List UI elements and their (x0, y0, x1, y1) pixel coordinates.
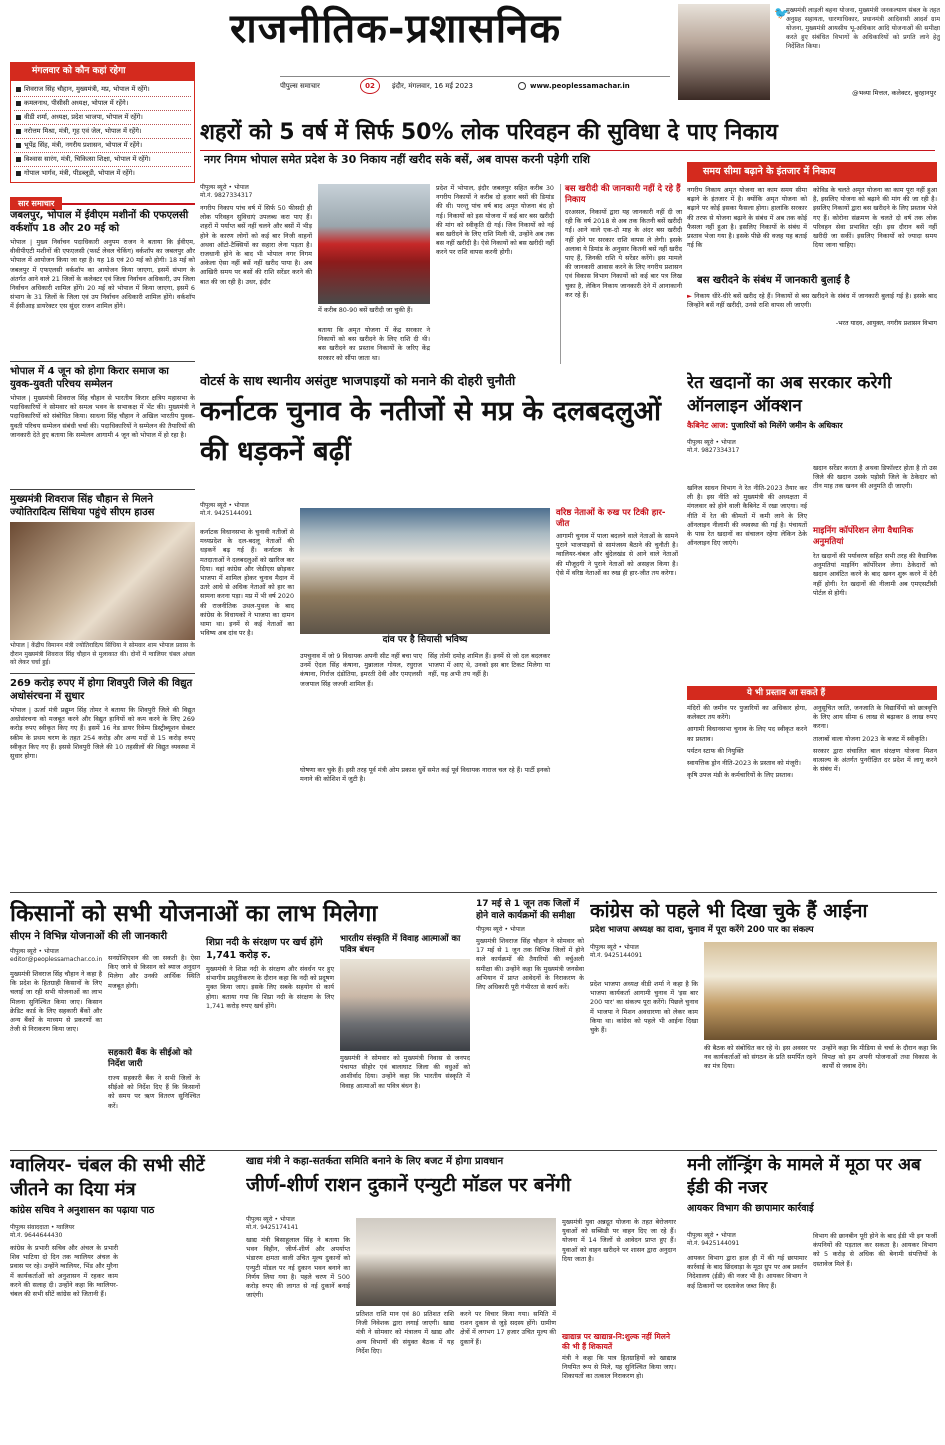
farmers-subhead2: सहकारी बैंक के सीईओ को निर्देश जारी (108, 1048, 192, 1069)
globe-icon (518, 82, 526, 90)
ration-headline: जीर्ण-शीर्ण राशन दुकानें एन्युटी मॉडल पर बनेंगी (246, 1174, 571, 1196)
culture-story (340, 934, 470, 1146)
sand-body1: खनिज साधन विभाग ने रेत नीति-2023 तैयार कर ली है। इस नीति को मुख्यमंत्री की अध्यक्षता में मंगलवार को होने वाली कैबिनेट में रखा जाएगा। नई नीति में रेत की कीमतों में कमी लाने के लिए ऑनलाइन नीलामी की व्यवस्था की गई है। पंचायतों के पास रेत खदानों का संचालन रहेगा लेकिन ठेके ऑनलाइन दिए जाएंगे। (687, 484, 807, 548)
congress-subhead: प्रदेश भाजपा अध्यक्ष का दावा, चुनाव में पूरा करेंगे 200 पार का संकल्प (590, 925, 814, 935)
farmers-headline: किसानों को सभी योजनाओं का लाभ मिलेगा (10, 901, 378, 927)
ration-body1: खाद्य मंत्री बिसाहूलाल सिंह ने बताया कि भवन विहीन, जीर्ण-शीर्ण और अपर्याप्त भंडारण क्षमता वाली उचित मूल्य दुकानों को एन्युटी मॉडल पर नई दुकान भवन बनाने का निर्णय लिया गया है। पहले चरण में 500 करोड़ रुपए की लागत से नई दुकानें बनाई जाएंगी। (246, 1236, 350, 1300)
farmers-body2: सनग्रोशिएशन की जा सकती है। ऐसा किए जाने से किसान को ब्याज अनुदान मिलेगा और उनकी आर्थिक स्थिति मजबूत होगी। (108, 954, 200, 990)
schedule-title: मंगलवार को कौन कहां रहेगा (10, 62, 195, 80)
review-headline: 17 मई से 1 जून तक जिलों में होने वाले कार्यक्रमों की समीक्षा (476, 899, 580, 921)
divider (10, 1150, 937, 1151)
proposal-item: पर्यटन स्टाफ की नियुक्ति (687, 746, 744, 755)
ed-body2: विभाग की छानबीन पूरी होने के बाद ईडी भी इन फर्जी कंपनियों की पड़ताल कर सकता है। आयकर विभाग को 5 करोड़ से अधिक की बेनामी संपत्तियों के दस्तावेज मिले हैं। (813, 1232, 937, 1268)
ed-headline: मनी लॉन्ड्रिंग के मामले में मूठा पर अब ईडी की नजर (687, 1155, 921, 1198)
culture-body: मुख्यमंत्री ने सोमवार को मुख्यमंत्री निवास से जनपद पंचायत सीहोर एवं बालाघाट जिला की वधुओं को आशीर्वाद दिया। उन्होंने कहा कि भारतीय संस्कृति में विवाह आत्माओं का पवित्र बंधन है। (340, 1054, 470, 1090)
review-story (476, 898, 584, 1146)
bjp-meeting-photo (704, 942, 937, 1040)
ed-subhead: आयकर विभाग की छापामार कार्रवाई (687, 1203, 814, 1214)
schedule-item: वीडी शर्मा, अध्यक्ष, प्रदेश भाजपा, भोपाल में रहेंगे। (14, 111, 191, 125)
website[interactable]: www.peoplessamachar.in (530, 82, 630, 90)
ed-body1: आयकर विभाग द्वारा हाल ही में की गई छापामार कार्रवाई के बाद छिंदवाड़ा के मूठा ग्रुप पर अब प्रवर्तन निदेशालय (ईडी) की नजर भी है। आयकर विभाग ने कई ठिकानों पर दस्तावेज जब्त किए हैं। (687, 1254, 807, 1290)
karnataka-kicker: वोटर्स के साथ स्थानीय असंतुष्ट भाजपाइयों को मनाने की दोहरी चुनौती (200, 373, 516, 388)
saar-item2-body: भोपाल | मुख्यमंत्री शिवराज सिंह चौहान से भारतीय किरार क्षत्रिय महासभा के पदाधिकारियों ने सोमवार को समत्व भवन के सभाकक्ष में भेंट की। मुख्यमंत्री ने पदाधिकारियों को संबोधित किया। साधना सिंह चौहान ने अखिल भारतीय युवक-युवती परिचय सम्मेलन संबंधी चर्चा की। पदाधिकारियों ने सम्मेलन की तैयारियों की जानकारी देते हुए बताया कि सम्मेलन आगामी 4 जून को भोपाल में हो रहा है। (10, 394, 195, 439)
sand-body3: रेत खदानों की पर्यावरण सहित सभी तरह की वैधानिक अनुमतियां माइनिंग कॉर्पोरेशन लेगा। ठेकेदारों को खदान आवंटित करने के बाद खनन शुरू करने में देरी नहीं होगी। रेत खदानों की नीलामी अब एमएसटीसी पोर्टल से होगी। (813, 552, 937, 597)
deadline-box (687, 162, 937, 372)
karnataka-byline: पीपुल्स ब्यूरो • भोपाल मो.नं. 9425144091 (200, 502, 253, 517)
congress-body2: की बैठक को संबोधित कर रहे थे। इस अवसर पर नव कार्यकर्ताओं को संगठन के प्रति समर्पित रहने का मंत्र दिया। (704, 1044, 816, 1071)
proposal-item: कृषि उपज मंडी के कर्मचारियों के लिए प्रस्ताव। (687, 771, 794, 780)
bus-photo-caption: में करीब 80-90 बसें खरीदी जा चुकी हैं। (318, 306, 413, 314)
shipra-story (206, 936, 334, 1146)
ration-body3: करने पर विचार किया गया। समिति में राशन दुकान से जुड़े सदस्य होंगे। ग्रामीण क्षेत्रों में लगभग 17 हजार उचित मूल्य की दुकानें हैं। (460, 1310, 556, 1346)
saar-item2-head: भोपाल में 4 जून को होगा किरार समाज का युवक-युवती परिचय सम्मेलन (10, 366, 169, 390)
gwalior-story (10, 1154, 238, 1440)
farmers-subhead: सीएम ने विभिन्न योजनाओं की ली जानकारी (10, 931, 168, 942)
proposal-item: स्वायत्तिक ड्रोन नीति-2023 के प्रस्ताव को मंजूरी। (687, 759, 801, 768)
proposal-item: तालाबों वाला योजना 2023 के बजट में स्वीकृति। (813, 734, 928, 743)
collector-photo (678, 4, 770, 100)
youth-body: मुख्यमंत्री युवा अन्नदूत योजना के तहत बेरोजगार युवाओं को सब्सिडी पर वाहन दिए जा रहे हैं। योजना में 14 जिलों से आवेदन प्राप्त हुए हैं। युवाओं को वाहन खरीदने पर शासन द्वारा अनुदान दिया जाता है। (562, 1218, 676, 1263)
lead-subhead: नगर निगम भोपाल समेत प्रदेश के 30 निकाय नहीं खरीद सके बसें, अब वापस करनी पड़ेगी राशि (204, 153, 591, 166)
twitter-bird-icon: 🐦 (774, 6, 789, 20)
youth-subhead: खाद्यान्न पर खाद्यान्न-नि:शुल्क नहीं मिलने की भी हैं शिकायतें (562, 1332, 671, 1351)
proposal-item: आगामी विधानसभा चुनाव के लिए पद स्वीकृत करने का प्रस्ताव। (687, 725, 807, 743)
karnataka-photo-caption: दांव पर है सियासी भविष्य (382, 635, 468, 645)
schedule-item: विश्वास सारंग, मंत्री, चिकित्सा शिक्षा, भोपाल में रहेंगे। (14, 153, 191, 167)
saar-item4-head: 269 करोड़ रुपए में होगा शिवपुरी जिले की विद्युत अधोसंरचना में सुधार (10, 678, 193, 702)
karnataka-body2: उपचुनाव में जो 9 विधायक अपनी सीट नहीं बचा पाए उनमें ऐदल सिंह कंषाना, मुन्नालाल गोयल, रघुराज कंषाना, गिर्राज दंडोतिया, इमरती देवी और एमएलसी जजपाल सिंह जज्जी शामिल हैं। (300, 652, 422, 688)
left-column (10, 62, 195, 927)
sand-subhead: माइनिंग कॉर्पोरेशन लेगा वैधानिक अनुमतियां (813, 526, 914, 547)
deadline-body1: नगरीय निकाय अमृत योजना का काम समय सीमा बढ़ाने के इंतजार में है। क्योंकि अमृत योजना को बढ़ाने पर कोई इसका फैसला होगा। हालांकि सरकार की तरफ से योजना बढ़ाने के संबंध में अब तक कोई फैसला नहीं हुआ है। इसलिए निकायों के संबंध में प्रस्ताव भेजा गया है। इसके पीछे की वजह यह बताई गई कि (687, 186, 807, 250)
shipra-body: मुख्यमंत्री ने शिप्रा नदी के संरक्षण और संवर्धन पर हुए संभागीय प्रस्तुतीकरण के दौरान कहा कि नदी को प्रदूषण मुक्त किया जाए। इसके लिए सबके सहयोग से कार्य होगा। बताया गया कि शिप्रा नदी के संरक्षण के लिए 1,741 करोड़ रुपए खर्च होंगे। (206, 965, 334, 1010)
sand-headline: रेत खदानों का अब सरकार करेगी ऑनलाइन ऑक्शन (687, 373, 892, 416)
ration-meeting-photo (356, 1218, 556, 1306)
youth-body2: मंत्री ने कहा कि पात्र हितग्राहियों को खाद्यान्न नियमित रूप से मिले, यह सुनिश्चित किया जाए। शिकायतों का तत्काल निराकरण हो। (562, 1354, 676, 1381)
tweet-text: मुख्यमंत्री लाड़ली बहना योजना, मुख्यमंत्री जनकल्याण संबल के तहत अनुग्रह सहायता, धारणाधिकार, प्रधानमंत्री आदिवासी आदर्श ग्राम योजना, मुख्यमंत्री आयसीय भू-अधिकार आदि योजनाओं की समीक्षा करते हुए संबंधित विभागों के अधिकारियों को प्रगति लाने हेतु निर्देशित किया। (786, 7, 940, 50)
paper-name: पीपुल्स समाचार (280, 82, 320, 90)
tweet-box (678, 4, 940, 100)
shipra-headline: शिप्रा नदी के संरक्षण पर खर्च होंगे 1,741 करोड़ रु. (206, 937, 323, 961)
review-body: मुख्यमंत्री शिवराज सिंह चौहान ने सोमवार को 17 मई से 1 जून तक विभिन्न जिलों में होने वाले कार्यक्रमों की तैयारियों की वर्चुअली समीक्षा की। उन्होंने कहा कि मुख्यमंत्री जनसेवा अभियान में प्राप्त आवेदनों के निराकरण के लिए अधिकारी पूरी गंभीरता से कार्य करें। (476, 937, 584, 992)
divider (10, 892, 937, 893)
deadline-bold-line: बस खरीदने के संबंध में जानकारी बुलाई है (697, 275, 850, 286)
bjp-office-photo (300, 508, 550, 634)
saar-item3-head: मुख्यमंत्री शिवराज सिंह चौहान से मिलने ज्योतिरादित्य सिंधिया पहुंचे सीएम हाउस (10, 494, 155, 518)
karnataka-body3: सिंह तोमी दमोह शामिल हैं। इनमें से जो दल बदलकर भाजपा में आए थे, उनको इस बार टिकट मिलेगा या नहीं, यह अभी तय नहीं है। (428, 652, 550, 679)
culture-headline: भारतीय संस्कृति में विवाह आत्माओं का पवित्र बंधन (340, 934, 461, 955)
karnataka-sidebar (556, 508, 678, 868)
gwalior-subhead: कांग्रेस सचिव ने अनुशासन का पढ़ाया पाठ (10, 1205, 155, 1216)
quote-arrow-icon: ► (687, 292, 692, 300)
schedule-item: गोपाल भार्गव, मंत्री, पीडब्लूडी, भोपाल में रहेंगे। (14, 167, 191, 180)
page-number: 02 (360, 78, 380, 94)
deadline-title: समय सीमा बढ़ाने के इंतजार में निकाय (687, 162, 937, 182)
farmers-byline: पीपुल्स ब्यूरो • भोपाल editor@peoplessamachar.co.in (10, 948, 103, 963)
farmers-body3: राज्य सहकारी बैंक ने सभी जिलों के सीईओ को निर्देश दिए हैं कि किसानों को समय पर ऋण वितरण सुनिश्चित करें। (108, 1074, 200, 1110)
tweet-author: @भव्या मित्तल, कलेक्टर, बुरहानपुर (852, 89, 936, 97)
karnataka-side-body: आगामी चुनाव में पाला बदलने वाले नेताओं के सामने पुराने भाजपाइयों से सामंजस्य बैठाने की चुनौती है। ग्वालियर-चंबल और बुंदेलखंड से आने वाले नेताओं की मौजूदगी ने पुराने नेताओं को असहज किया है। ऐसे में वरिष्ठ नेताओं का रुख ही हार-जीत तय करेगा। (556, 532, 678, 577)
sand-byline: पीपुल्स ब्यूरो • भोपाल मो.नं. 9827334317 (687, 439, 740, 454)
schedule-item: नरोत्तम मिश्रा, मंत्री, गृह एवं जेल, भोपाल में रहेंगे। (14, 125, 191, 139)
proposal-item: मंदिरों की जमीन पर पुजारियों का अधिकार होगा, कलेक्टर तय करेंगे। (687, 704, 807, 722)
karnataka-side-head: वरिष्ठ नेताओं के रुख पर टिकी हार-जीत (556, 508, 666, 529)
karnataka-body4: घोषणा कर चुके हैं। इसी तरह पूर्व मंत्री ओम प्रकाश धुर्वे समेत कई पूर्व विधायक नाराज चल रहे हैं। पार्टी इनको मनाने की कोशिश में जुटी है। (300, 766, 550, 784)
schedule-item: भूपेंद्र सिंह, मंत्री, नगरीय प्रशासन, भोपाल में रहेंगे। (14, 139, 191, 153)
lead-headline: शहरों को 5 वर्ष में सिर्फ 50% लोक परिवहन की सुविधा दे पाए निकाय (200, 120, 778, 145)
date-strip (280, 76, 670, 94)
schedule-item: कमलनाथ, पीसीसी अध्यक्ष, भोपाल में रहेंगे। (14, 97, 191, 111)
congress-story (590, 898, 937, 1146)
karnataka-headline: कर्नाटक चुनाव के नतीजों से मप्र के दलबदलुओं की धड़कनें बढ़ीं (200, 396, 661, 467)
lead-body3: प्रदेश में भोपाल, इंदौर जबलपुर सहित करीब 30 नगरीय निकायों ने करीब दो हजार बसों की डिमांड की थी। परन्तु पांच वर्ष बाद अमृत योजना बंद हो गई। निकायों को इस योजना में कई बार बस खरीदी की मांग को स्वीकृति दी गई। जिन निकायों को नई बस खरीदने के लिए राशि मिली थी, उन्होंने अब तक बस नहीं खरीदी है। ऐसे निकायों को बस खरीदी नहीं करने पर राशि वापस करनी होगी। (436, 184, 554, 257)
bus-photo (318, 184, 430, 304)
saar-item1-head: जबलपुर, भोपाल में ईवीएम मशीनों की एफएलसी वर्कशॉप 18 और 20 मई को (10, 210, 189, 234)
ration-byline: पीपुल्स ब्यूरो • भोपाल मो.नं. 9425174141 (246, 1216, 299, 1231)
sand-body2: खदान सरेंडर करता है अथवा डिफॉल्टर होता है तो उस जिले की खदान उसके पड़ोसी जिले के ठेकेदार को तीन माह तक खनन की अनुमति दी जाएगी। (813, 464, 937, 491)
congress-byline: पीपुल्स ब्यूरो • भोपाल मो.नं. 9425144091 (590, 944, 643, 959)
lead-side-head: बस खरीदी की जानकारी नहीं दे रहे हैं निकाय (565, 184, 681, 205)
youth-sidebar (562, 1218, 676, 1438)
proposal-item: अनुसूचित जाति, जनजाति के विद्यार्थियों को छात्रवृत्ति के लिए आय सीमा 6 लाख से बढ़ाकर 8 लाख रुपए करना। (813, 704, 937, 731)
lead-sidebar (560, 184, 682, 364)
lead-byline: पीपुल्स ब्यूरो • भोपाल मो.नं. 9827334317 (200, 184, 253, 199)
dateline: इंदौर, मंगलवार, 16 मई 2023 (392, 82, 473, 90)
proposal-item: सरकार द्वारा संचालित बाल संरक्षण योजना मिशन वात्सल्य के अंतर्गत पुनरीक्षित दर प्रदेश में लागू करने के संबंध में। (813, 746, 937, 774)
gwalior-byline: पीपुल्स संवाददाता • ग्वालियर मो.नं. 9644644430 (10, 1224, 75, 1239)
deadline-body2: कोविड के चलते अमृत योजना का काम पूरा नहीं हुआ है, इसलिए योजना को बढ़ाने की मांग की जा रही है। इसलिए निकायों द्वारा बस खरीदने के लिए प्रस्ताव भेजे गए हैं। कोरोना संक्रमण के चलते दो वर्ष तक लोक परिवहन सेवा प्रभावित रही। इस दौरान बसें नहीं खरीदी जा सकीं। इसलिए निकायों को ज्यादा समय दिया जाना चाहिए। (813, 186, 937, 250)
farmers-story (10, 898, 470, 1146)
sand-story (687, 372, 937, 884)
congress-body1: प्रदेश भाजपा अध्यक्ष वीडी शर्मा ने कहा है कि भाजपा कार्यकर्ता आगामी चुनाव में 'इस बार 200 पार' का संकल्प पूरा करेंगे। पिछले चुनाव में भाजपा ने मिशन अवधारणा को लेकर काम किया था। कांग्रेस को पहले भी आईना दिखा चुके हैं। (590, 980, 698, 1035)
deadline-quote-by: -भरत यादव, आयुक्त, नगरीय प्रशासन विभाग (835, 320, 937, 327)
gwalior-body: कांग्रेस के प्रभारी सचिव और अंचल के प्रभारी शिव भाटिया दो दिन तक ग्वालियर अंचल के प्रवास पर रहे। उन्होंने ग्वालियर, भिंड और मुरैना में कार्यकर्ताओं को अनुशासन में रहकर काम करने की सलाह दी। उन्होंने कहा कि ग्वालियर-चंबल की सभी सीटें कांग्रेस को जितानी हैं। (10, 1244, 118, 1299)
scindia-meeting-photo (10, 522, 195, 640)
saar-item4-body: भोपाल | ऊर्जा मंत्री प्रद्युम्न सिंह तोमर ने बताया कि शिवपुरी जिले की विद्युत अधोसंरचना को मजबूत करने और विद्युत हानियों को कम करने के लिए 269 करोड़ रुपए स्वीकृत किए गए हैं। इसमें 16 नेड डायर रिवेम्प डिस्ट्रीब्यूशन सेक्टर स्कीम के प्रथम चरण के तहत 254 करोड़ और अन्य मदों से 15 करोड़ रुपए स्वीकृत किए गए हैं। इससे शिवपुरी जिले की 10 तहसीलों की विद्युत व्यवस्था में सुधार होगा। (10, 706, 195, 761)
section-title: राजनीतिक-प्रशासनिक (230, 6, 562, 52)
saar-item1-body: भोपाल | मुख्य निर्वाचन पदाधिकारी अनुपम राजन ने बताया कि ईवीएम, वीवीपीएटी मशीनों की एफएलसी (फर्स्ट लेवल चेकिंग) वर्कशॉप का जबलपुर और भोपाल में आयोजन किया जा रहा है। यह 18 एवं 20 मई को होगी। 18 मई को जबलपुर में एफएलसी वर्कशॉप का आयोजन किया जाएगा, इसमें संभाग के अंतर्गत आने वाले 21 जिलों के कलेक्टर एवं जिला निर्वाचन अधिकारी, उप जिला निर्वाचन अधिकारी शामिल होंगे। 20 मई को भोपाल में किया जाएगा, इसमें 6 संभाग के 31 जिलों के जिला एवं उप निर्वाचन अधिकारी शामिल होंगे। वर्कशॉप में ईसीआइ डायरेक्टर एस सुंदर राजन शामिल होंगे। (10, 238, 195, 311)
review-byline: पीपुल्स ब्यूरो • भोपाल (476, 926, 525, 933)
lead-side-body: दरअसल, निकायों द्वारा यह जानकारी नहीं दी जा रही कि वर्ष 2018 से अब तक कितनी बसें खरीदी गईं। आने वाले एक-दो माह के अंदर बस खरीदी नहीं होने पर सरकार राशि वापस ले लेगी। इसके अलावा ये डिमांड के अनुसार कितनी बसें नहीं खरीद पाए हैं, जिनकी राशि ये सरेंडर करेंगे। इस मामले की जानकारी आवास करने के लिए नगरीय प्रशासन एवं विकास विभाग निकायों को कई बार पत्र लिख चुका है, लेकिन निकाय जानकारी देने में आनाकानी कर रहे हैं। (565, 208, 682, 299)
lead-body1: नगरीय निकाय पांच वर्ष में सिर्फ 50 फीसदी ही लोक परिवहन सुविधाएं उपलब्ध करा पाए हैं। शहरों में पर्याप्त बसें नहीं चलने और बसों में भीड़ होने के कारण लोगों को कई बार निजी वाहनों अथवा ऑटो-टैक्सियों का सहारा लेना पड़ता है। राजधानी होने के बाद भी भोपाल नगर निगम अकेला ऐसा नहीं बसें नहीं खरीद पाया है। अब आखिरी समय पर बसों की राशि सरेंडर करने की बात की जा रही है। उधर, इंदौर (200, 204, 312, 286)
ration-story (246, 1154, 676, 1440)
karnataka-body1: कर्नाटक विधानसभा के चुनावी नतीजों से मध्यप्रदेश के दल-बदलू नेताओं की धड़कनें बढ़ गई हैं। कर्नाटक के मतदाताओं ने दलबदलुओं को खारिज कर दिया। वहां कांग्रेस और जेडीएस छोड़कर भाजपा में शामिल होकर चुनाव मैदान में उतरे आधे से अधिक नेताओं को हार का सामना करना पड़ा। मप्र में भी वर्ष 2020 की राजनीतिक उथल-पुथल के बाद कांग्रेस के विधायकों ने भाजपा का दामन थामा था। इनमें से कई नेताओं का भविष्य अब दांव पर है। (200, 528, 295, 638)
cabinet-line: कैबिनेट आज: पुजारियों को मिलेंगे जमीन के अधिकार (687, 421, 843, 430)
congress-headline: कांग्रेस को पहले भी दिखा चुके हैं आईना (590, 900, 868, 922)
ed-story (687, 1154, 937, 1440)
congress-body3: उन्होंने कहा कि मीडिया से चर्चा के दौरान कहा कि विपक्ष को हम अपनी योजनाओं तथा विकास के कार्यों से जवाब देंगे। (822, 1044, 937, 1071)
schedule-list (10, 80, 195, 183)
ration-body2: प्रतिशत राशि मान एवं 80 प्रतिशत राशि निजी निवेशक द्वारा लगाई जाएगी। खाद्य मंत्री ने सोमवार को मंत्रालय में खाद्य और अन्य विभागों की संयुक्त बैठक में यह निर्देश दिए। (356, 1310, 454, 1355)
farmers-body1: मुख्यमंत्री शिवराज सिंह चौहान ने कहा है कि प्रदेश के हितग्राही किसानों के लिए चलाई जा रही सभी योजनाओं का लाभ मिलना सुनिश्चित किया जाए। किसान क्रेडिट कार्ड के लिए सहकारी बैंकों और अन्य बैंकों के माध्यम से प्रकरणों का तेजी से निराकरण किया जाए। (10, 970, 102, 1034)
lead-body2: बताया कि अमृत योजना में केंद्र सरकार ने निकायों को बस खरीदने के लिए राशि दी थी। बस खरीदने का प्रस्ताव निकायों के जरिए केंद्र सरकार को सौंपा जाता था। (318, 326, 430, 362)
karnataka-story (200, 372, 678, 884)
proposals-box (687, 686, 937, 884)
gwalior-headline: ग्वालियर- चंबल की सभी सीटें जीतने का दिया मंत्र (10, 1155, 205, 1200)
proposals-title: ये भी प्रस्ताव आ सकते हैं (687, 686, 937, 700)
schedule-item: शिवराज सिंह चौहान, मुख्यमंत्री, मप्र, भोपाल में रहेंगे। (14, 83, 191, 97)
shivraj-photo (340, 959, 470, 1051)
ration-kicker: खाद्य मंत्री ने कहा-सतर्कता समिति बनाने के लिए बजट में होगा प्रावधान (246, 1156, 504, 1167)
saar-label: सार समाचार (10, 191, 195, 205)
deadline-quote: ► निकाय धीरे-धीरे बसें खरीद रहे हैं। निकायों से बस खरीदने के संबंध में जानकारी बुलाई गई है। इसके बाद जिन्होंने बसें नहीं खरीदी, उनसे राशि वापस ली जाएगी। (687, 292, 937, 310)
saar-item3-caption: भोपाल | केंद्रीय विमानन मंत्री ज्योतिरादित्य सिंधिया ने सोमवार शाम भोपाल प्रवास के दौरान मुख्यमंत्री शिवराज सिंह चौहान से मुलाकात की। दोनों में ग्वालियर चंबल अंचल को लेकर चर्चा हुई। (10, 642, 195, 666)
ed-byline: पीपुल्स ब्यूरो • भोपाल मो.नं. 9425144091 (687, 1232, 740, 1247)
